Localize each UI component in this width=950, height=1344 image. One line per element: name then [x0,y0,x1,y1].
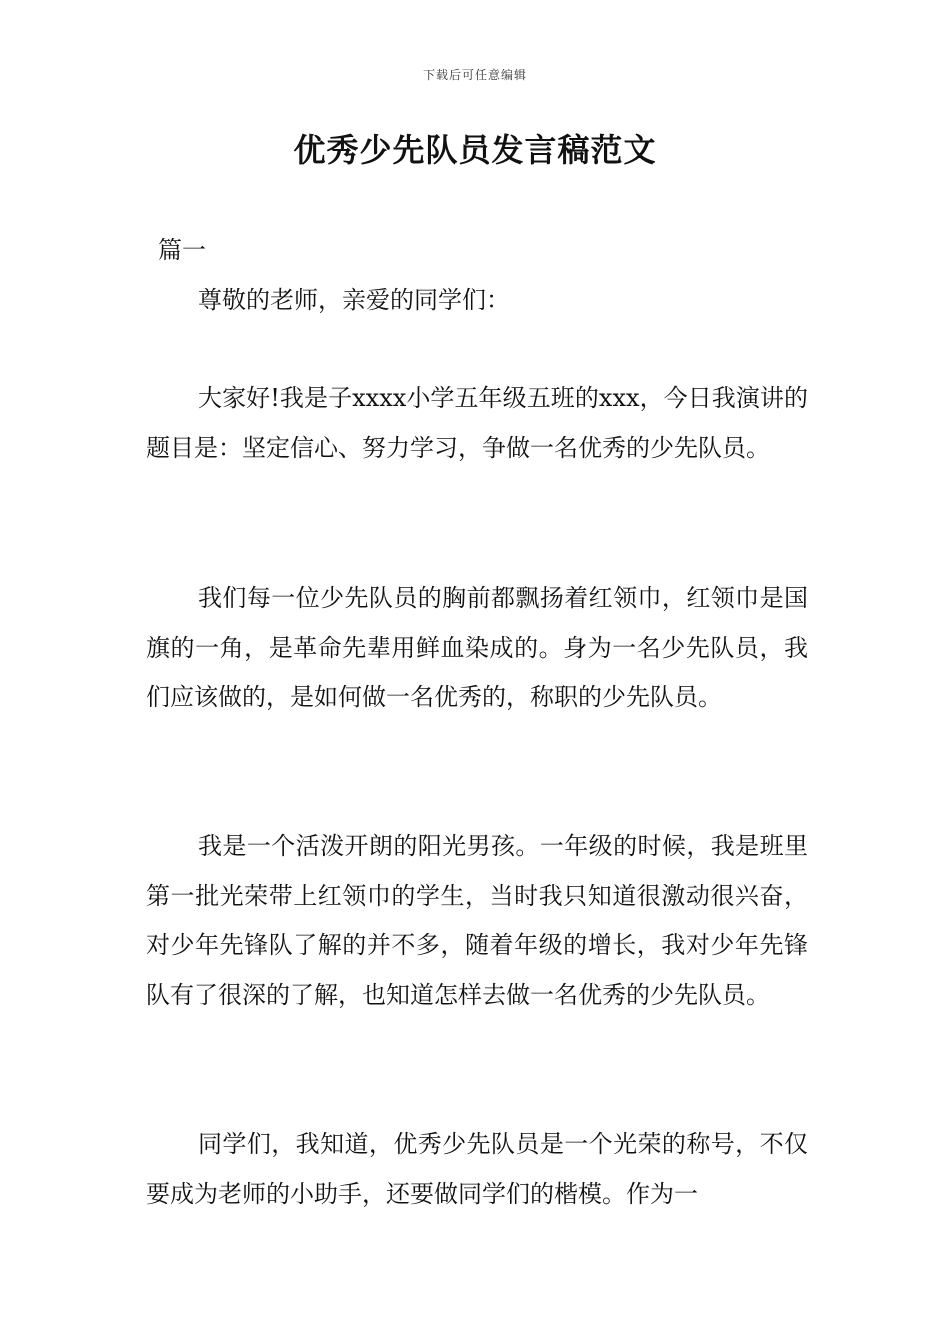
document-title: 优秀少先队员发言稿范文 [293,131,657,169]
greeting-paragraph: 尊敬的老师，亲爱的同学们： [198,286,510,314]
body-paragraph-3: 我是一个活泼开朗的阳光男孩。一年级的时候，我是班里第一批光荣带上红领巾的学生，当时我只知道很激动很兴奋，对少年先锋队了解的并不多，随着年级的增长，我对少年先锋队有了很深的了解，也知道怎样去做一名优秀的少先队员。 [146,832,808,1009]
header-note: 下载后可任意编辑 [422,68,527,82]
section-label: 篇一 [158,236,206,264]
body-paragraph-2: 我们每一位少先队员的胸前都飘扬着红领巾，红领巾是国旗的一角，是革命先辈用鲜血染成的。身为一名少先队员，我们应该做的，是如何做一名优秀的，称职的少先队员。 [146,584,808,711]
body-paragraph-4: 同学们，我知道，优秀少先队员是一个光荣的称号，不仅要成为老师的小助手，还要做同学们的楷模。作为一 [146,1130,808,1208]
body-paragraph-1: 大家好!我是子xxxx小学五年级五班的xxx，今日我演讲的题目是：坚定信心、努力学习，争做一名优秀的少先队员。 [146,384,808,462]
